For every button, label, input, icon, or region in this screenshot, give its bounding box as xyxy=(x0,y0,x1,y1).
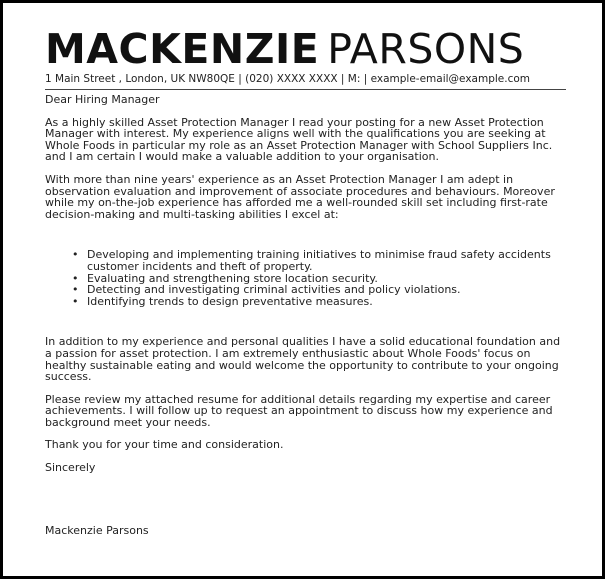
skills-list xyxy=(45,249,569,307)
bullet-icon: • xyxy=(72,248,79,262)
paragraph-education: In addition to my experience and personal qualities I have a solid educational foundation and a passion for asset protection. I am extremely enthusiastic about Whole Foods' focus on healthy sustainable eating and would welcome the opportunity to contribute to your ongoing success. xyxy=(45,335,561,384)
salutation: Dear Hiring Manager xyxy=(45,93,160,106)
bullet-icon: • xyxy=(72,283,79,297)
list-item-text: Identifying trends to design preventative measures. xyxy=(87,294,373,308)
paragraph-intro: As a highly skilled Asset Protection Manager I read your posting for a new Asset Protection Manager with interest. My experience aligns well with the qualifications you are seeking at Whole Foods in particular my role as an Asset Protection Manager with School Suppliers Inc. and I am certain I would make a valuable addition to your organisation. xyxy=(45,115,553,164)
letter-body xyxy=(45,94,569,536)
signature-name: Mackenzie Parsons xyxy=(45,523,149,537)
letter-page xyxy=(3,3,602,576)
list-item-text: Developing and implementing training initiatives to minimise fraud safety accidents customer incidents and theft of property. xyxy=(87,248,551,273)
applicant-name xyxy=(45,27,565,71)
letter-header xyxy=(45,27,565,85)
first-name: MACKENZIE xyxy=(45,25,320,73)
list-item-text: Detecting and investigating criminal activities and policy violations. xyxy=(87,283,461,297)
bullet-icon: • xyxy=(72,294,79,308)
closing: Sincerely xyxy=(45,461,96,475)
paragraph-followup: Please review my attached resume for additional details regarding my expertise and career achievements. I will follow up to request an appointment to discuss how my experience and background meet your needs. xyxy=(45,392,553,429)
list-item xyxy=(72,249,569,272)
paragraph-thanks: Thank you for your time and consideration. xyxy=(45,438,284,452)
header-divider xyxy=(45,89,566,90)
last-name: PARSONS xyxy=(327,25,525,73)
contact-line: 1 Main Street , London, UK NW80QE | (020) XXXX XXXX | M: | example-email@example.com xyxy=(45,73,530,85)
list-item-text: Evaluating and strengthening store location security. xyxy=(87,271,378,285)
paragraph-experience: With more than nine years' experience as an Asset Protection Manager I am adept in observation evaluation and improvement of associate procedures and behaviours. Moreover while my on-the-job experience has afforded me a well-rounded skill set including first-rate decision-making and multi-tasking abilities I excel at: xyxy=(45,172,555,221)
list-item xyxy=(72,296,569,308)
bullet-icon: • xyxy=(72,271,79,285)
